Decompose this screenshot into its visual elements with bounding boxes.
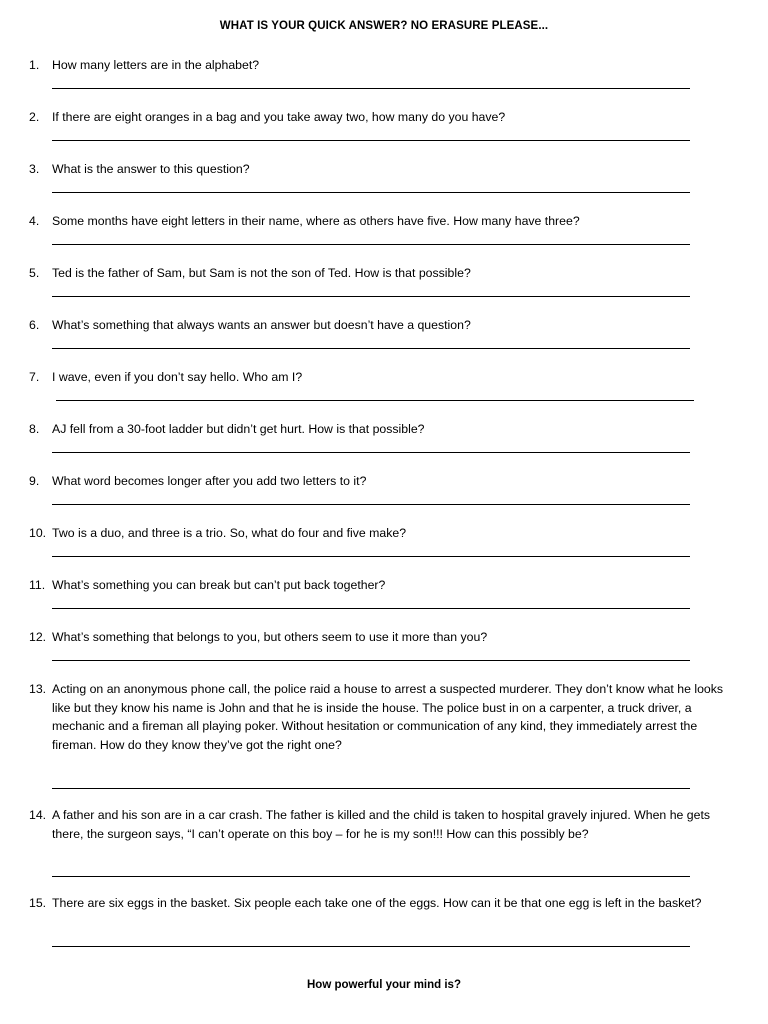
question-number: 3. — [29, 162, 40, 176]
answer-line[interactable] — [52, 192, 690, 193]
question-14 — [29, 806, 741, 843]
question-text: What is the answer to this question? — [52, 162, 250, 176]
answer-line[interactable] — [52, 244, 690, 245]
question-text: Ted is the father of Sam, but Sam is not the son of Ted. How is that possible? — [52, 266, 471, 280]
question-number: 15. — [29, 896, 47, 910]
question-text: AJ fell from a 30-foot ladder but didn’t get hurt. How is that possible? — [52, 422, 425, 436]
question-number: 13. — [29, 682, 47, 696]
question-10 — [29, 524, 709, 543]
question-number: 9. — [29, 474, 40, 488]
question-4 — [29, 212, 709, 231]
question-1 — [29, 56, 709, 75]
answer-line[interactable] — [52, 660, 690, 661]
question-text: A father and his son are in a car crash. The father is killed and the child is taken to hospital gravely injured. When he gets there, the surgeon says, “I can’t operate on this boy – for he is my son!!! How can this possibly be? — [52, 808, 711, 841]
question-11 — [29, 576, 709, 595]
question-text: I wave, even if you don’t say hello. Who am I? — [52, 370, 303, 384]
answer-line[interactable] — [56, 400, 694, 401]
question-text: Two is a duo, and three is a trio. So, what do four and five make? — [52, 526, 407, 540]
question-3 — [29, 160, 709, 179]
question-8 — [29, 420, 709, 439]
answer-line[interactable] — [52, 946, 690, 947]
answer-line[interactable] — [52, 556, 690, 557]
question-number: 1. — [29, 58, 40, 72]
question-text: What’s something that always wants an answer but doesn’t have a question? — [52, 318, 471, 332]
question-7 — [29, 368, 709, 387]
answer-line[interactable] — [52, 504, 690, 505]
question-number: 11. — [29, 578, 46, 592]
question-text: How many letters are in the alphabet? — [52, 58, 260, 72]
question-number: 4. — [29, 214, 40, 228]
answer-line[interactable] — [52, 296, 690, 297]
question-text: There are six eggs in the basket. Six people each take one of the eggs. How can it be that one egg is left in the basket? — [52, 896, 702, 910]
question-number: 14. — [29, 808, 47, 822]
question-text: What’s something that belongs to you, but others seem to use it more than you? — [52, 630, 488, 644]
question-number: 12. — [29, 630, 47, 644]
question-15 — [29, 894, 729, 913]
footer-text: How powerful your mind is? — [307, 979, 461, 991]
page-title: WHAT IS YOUR QUICK ANSWER? NO ERASURE PLEASE... — [219, 20, 549, 32]
answer-line[interactable] — [52, 608, 690, 609]
question-number: 7. — [29, 370, 40, 384]
answer-line[interactable] — [52, 788, 690, 789]
question-text: What word becomes longer after you add two letters to it? — [52, 474, 367, 488]
question-13 — [29, 680, 729, 754]
answer-line[interactable] — [52, 876, 690, 877]
question-text: Acting on an anonymous phone call, the police raid a house to arrest a suspected murderer. They don’t know what he looks like but they know his name is John and that he is inside the house. The police bust in on a carpenter, a truck driver, a mechanic and a fireman all playing poker. Without hesitation or communication of any kind, they immediately arrest the fireman. How do they know they’ve got the right one? — [52, 682, 724, 752]
question-number: 8. — [29, 422, 40, 436]
question-number: 6. — [29, 318, 40, 332]
answer-line[interactable] — [52, 88, 690, 89]
answer-line[interactable] — [52, 452, 690, 453]
answer-line[interactable] — [52, 140, 690, 141]
question-2 — [29, 108, 709, 127]
question-number: 5. — [29, 266, 40, 280]
question-9 — [29, 472, 709, 491]
question-text: If there are eight oranges in a bag and you take away two, how many do you have? — [52, 110, 506, 124]
question-text: What’s something you can break but can’t put back together? — [52, 578, 386, 592]
question-number: 2. — [29, 110, 40, 124]
question-text: Some months have eight letters in their name, where as others have five. How many have three? — [52, 214, 580, 228]
question-12 — [29, 628, 709, 647]
answer-line[interactable] — [52, 348, 690, 349]
question-5 — [29, 264, 709, 283]
question-number: 10. — [29, 526, 47, 540]
question-6 — [29, 316, 709, 335]
